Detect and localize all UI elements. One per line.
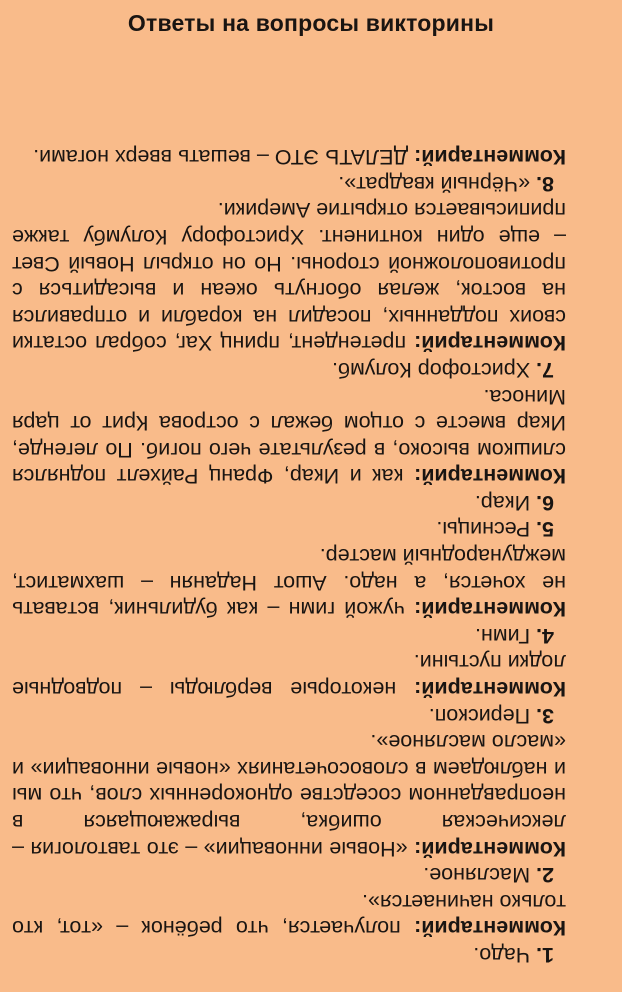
- answer-6: [12, 489, 566, 516]
- answer-5: [12, 516, 566, 543]
- answer-number: 2.: [536, 863, 554, 888]
- comment-6: [12, 383, 566, 489]
- comment-label: Комментарий:: [414, 331, 566, 356]
- answer-number: 6.: [536, 490, 554, 515]
- comment-8: [12, 144, 566, 171]
- answer-number: 5.: [536, 517, 554, 542]
- comment-1: [12, 888, 566, 941]
- answer-text: Чадо.: [473, 943, 531, 967]
- answer-4: [12, 622, 566, 649]
- answer-text: Ресницы.: [436, 517, 531, 542]
- comment-label: Комментарий:: [414, 145, 566, 170]
- answer-3: [12, 702, 566, 729]
- answer-text: «Чёрный квадрат».: [338, 171, 531, 196]
- answer-7: [12, 356, 566, 383]
- comment-2: [12, 729, 566, 862]
- answer-8: [12, 170, 566, 197]
- answer-text: Христофор Колумб.: [331, 357, 531, 382]
- comment-text: как и Икар, Франц Райхелт поднялся слишком высоко, в результате чего погиб. По легенде, Икар вместе с отцом бежал с острова Крит от царя Миноса.: [12, 384, 566, 489]
- comment-label: Комментарий:: [414, 597, 566, 622]
- answer-2: [12, 862, 566, 889]
- comment-7: [12, 197, 566, 357]
- answer-number: 3.: [536, 703, 554, 728]
- answer-number: 4.: [536, 623, 554, 648]
- comment-4: [12, 543, 566, 623]
- comment-text: получается, что ребёнок – «тот, кто только начинается».: [12, 889, 566, 941]
- answer-number: 1.: [536, 943, 554, 967]
- answer-number: 7.: [536, 357, 554, 382]
- comment-label: Комментарий:: [414, 836, 566, 861]
- answer-text: Масляное.: [423, 863, 531, 888]
- comment-label: Комментарий:: [414, 916, 566, 941]
- answer-text: Гимн.: [475, 623, 531, 648]
- comment-text: ДЕЛАТЬ ЭТО – вешать вверх ногами.: [33, 145, 409, 170]
- comment-label: Комментарий:: [414, 464, 566, 489]
- comment-3: [12, 649, 566, 702]
- page-title: Ответы на вопросы викторины: [127, 10, 495, 36]
- comment-text: претендент, принц Хаг, собрал остатки своих подданных, посадил на корабли и отправился на восток, желая обогнуть океан и высадиться с противоположной стороны. Но он открыл Новый Свет – еще один континент. Христофору Колумбу также приписывается открытие Америки.: [12, 198, 566, 356]
- answer-number: 8.: [536, 171, 554, 196]
- answer-text: Перископ.: [428, 703, 531, 728]
- upside-down-answers-block: [12, 38, 566, 982]
- answer-1: [12, 941, 566, 968]
- comment-text: некоторые верблюды – подводные лодки пустыни.: [11, 650, 566, 702]
- comment-text: «Новые инновации» – это тавтология – лексическая ошибка, выражающаяся в неоправданном соседстве однокоренных слов, что мы и наблюдаем в словосочетаниях «новые инновации» и «масло масляное».: [12, 730, 566, 861]
- comment-label: Комментарий:: [414, 677, 566, 702]
- answer-text: Икар.: [474, 490, 531, 515]
- comment-text: чужой гимн – как будильник, вставать не хочется, а надо. Ашот Наданян – шахматист, международный мастер.: [11, 544, 566, 622]
